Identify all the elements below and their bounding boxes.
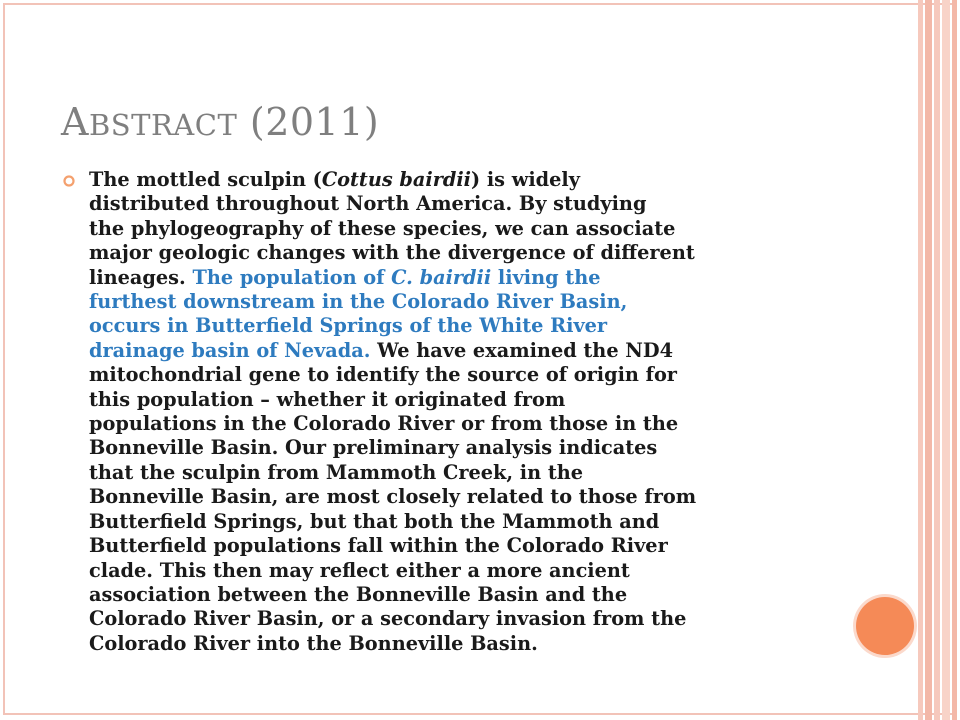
abstract-text: Butterfield populations fall within the Colorado River	[89, 534, 668, 558]
abstract-text: mitochondrial gene to identify the source of origin for	[89, 363, 677, 387]
abstract-line	[89, 559, 834, 583]
abstract-text: Cottus bairdii	[321, 168, 472, 191]
abstract-line	[89, 339, 834, 363]
abstract-text: distributed throughout North America. By studying	[89, 192, 647, 216]
abstract-line	[89, 266, 834, 290]
decorative-stripe	[952, 0, 957, 720]
abstract-text: Bonneville Basin. Our preliminary analysis indicates	[89, 436, 658, 460]
abstract-line	[89, 314, 834, 338]
decorative-stripe	[925, 0, 932, 720]
abstract-text: major geologic changes with the divergence of different	[89, 241, 695, 265]
abstract-line	[89, 485, 834, 509]
highlighted-text: The population of	[192, 265, 392, 289]
decorative-stripe	[942, 0, 950, 720]
abstract-line	[89, 388, 834, 412]
abstract-text: the phylogeography of these species, we can associate	[89, 216, 676, 240]
abstract-text: The mottled sculpin (	[89, 168, 322, 191]
accent-circle-icon	[856, 597, 914, 655]
abstract-line	[89, 510, 834, 534]
abstract-line	[89, 363, 834, 387]
abstract-line	[89, 192, 834, 216]
title-smallcaps: BSTRACT	[88, 108, 238, 142]
abstract-line	[89, 290, 834, 314]
decorative-stripe	[934, 0, 940, 720]
abstract-line	[89, 412, 834, 436]
slide-title	[61, 100, 379, 144]
abstract-text: lineages.	[89, 265, 193, 289]
highlighted-text: furthest downstream in the Colorado River Basin,	[89, 290, 628, 314]
abstract-text: this population – whether it originated from	[89, 387, 566, 411]
abstract-text: We have examined the ND4	[370, 338, 674, 362]
abstract-text: ) is widely	[471, 168, 580, 191]
highlighted-text: drainage basin of Nevada.	[89, 338, 371, 362]
abstract-line	[89, 217, 834, 241]
circle-outline-bullet-icon	[62, 174, 76, 188]
abstract-text: Bonneville Basin, are most closely related to those from	[89, 485, 697, 509]
highlighted-text: occurs in Butterfield Springs of the White River	[89, 314, 608, 338]
abstract-text: Colorado River Basin, or a secondary invasion from the	[89, 607, 687, 631]
abstract-text: populations in the Colorado River or from those in the	[89, 412, 679, 436]
highlighted-text: living the	[491, 265, 601, 289]
title-year: (2011)	[237, 100, 380, 144]
decorative-stripe	[918, 0, 923, 720]
highlighted-text: C. bairdii	[391, 265, 492, 289]
abstract-line	[89, 607, 834, 631]
abstract-line	[89, 461, 834, 485]
abstract-text: Butterfield Springs, but that both the Mammoth and	[89, 509, 660, 533]
title-initial: A	[61, 100, 89, 144]
abstract-line	[89, 168, 834, 192]
abstract-body-text	[89, 168, 834, 656]
abstract-text: clade. This then may reflect either a more ancient	[89, 558, 630, 582]
abstract-line	[89, 632, 834, 656]
abstract-text: Colorado River into the Bonneville Basin.	[89, 631, 538, 655]
abstract-line	[89, 534, 834, 558]
abstract-text: that the sculpin from Mammoth Creek, in the	[89, 460, 584, 484]
abstract-line	[89, 241, 834, 265]
abstract-line	[89, 583, 834, 607]
abstract-line	[89, 436, 834, 460]
abstract-text: association between the Bonneville Basin and the	[89, 582, 628, 606]
